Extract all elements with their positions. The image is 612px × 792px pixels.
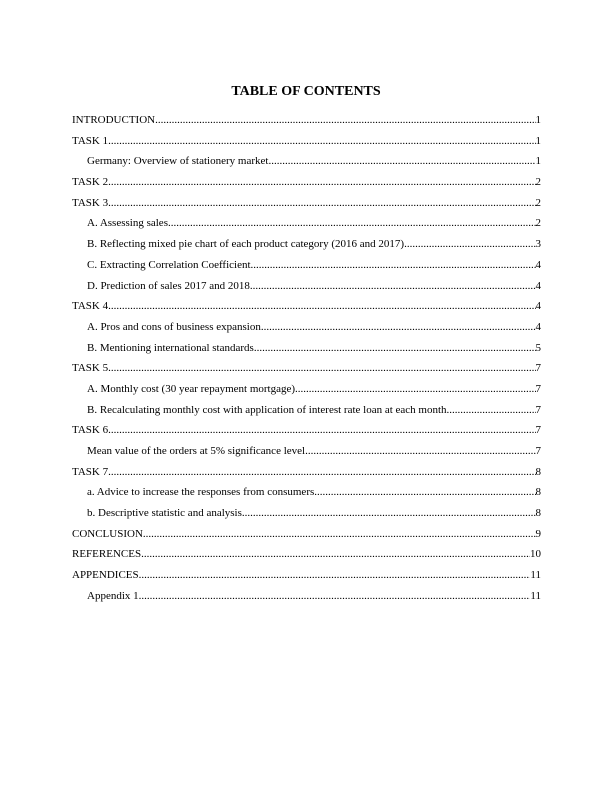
toc-entry-label: Germany: Overview of stationery market bbox=[87, 155, 269, 168]
toc-dot-leader bbox=[295, 382, 535, 396]
toc-entry[interactable] bbox=[72, 113, 541, 134]
toc-entry-page-number: 1 bbox=[535, 155, 541, 168]
toc-entry-page-number: 10 bbox=[530, 548, 541, 561]
toc-entry-label: Mean value of the orders at 5% significance level bbox=[87, 445, 306, 457]
toc-dot-leader bbox=[108, 134, 535, 148]
toc-entry-page-number: 11 bbox=[530, 569, 541, 582]
toc-entry-page-number: 7 bbox=[535, 382, 541, 395]
toc-dot-leader bbox=[143, 527, 536, 541]
toc-dot-leader bbox=[139, 589, 531, 603]
toc-dot-leader bbox=[139, 568, 531, 582]
toc-dot-leader bbox=[261, 320, 536, 334]
toc-dot-leader bbox=[251, 258, 536, 272]
toc-entry-page-number: 2 bbox=[535, 196, 541, 209]
toc-dot-leader bbox=[108, 423, 535, 437]
toc-entry-page-number: 5 bbox=[535, 341, 541, 354]
toc-entry[interactable] bbox=[72, 154, 541, 175]
toc-dot-leader bbox=[314, 485, 535, 499]
toc-entry[interactable] bbox=[72, 175, 541, 196]
toc-title: TABLE OF CONTENTS bbox=[231, 84, 381, 99]
toc-entry[interactable] bbox=[72, 299, 541, 320]
table-of-contents bbox=[72, 113, 541, 610]
toc-entry[interactable] bbox=[72, 279, 541, 300]
toc-dot-leader bbox=[108, 196, 535, 210]
toc-entry-label: B. Mentioning international standards bbox=[87, 341, 254, 354]
toc-dot-leader bbox=[250, 279, 536, 293]
toc-entry[interactable] bbox=[72, 403, 541, 424]
toc-entry[interactable] bbox=[72, 361, 541, 382]
toc-dot-leader bbox=[108, 361, 535, 375]
toc-entry[interactable] bbox=[72, 589, 541, 610]
toc-entry-page-number: 8 bbox=[535, 486, 541, 499]
toc-entry-page-number: 8 bbox=[535, 465, 541, 478]
toc-entry-page-number: 4 bbox=[535, 320, 541, 333]
toc-entry-page-number: 11 bbox=[530, 589, 541, 602]
toc-entry-page-number: 7 bbox=[535, 362, 541, 375]
toc-entry[interactable] bbox=[72, 465, 541, 486]
toc-entry-label: REFERENCES bbox=[72, 548, 142, 561]
toc-entry-page-number: 9 bbox=[535, 527, 541, 540]
toc-entry-page-number: 1 bbox=[535, 134, 541, 147]
toc-dot-leader bbox=[447, 403, 536, 417]
toc-entry-label: APPENDICES bbox=[72, 569, 139, 582]
toc-entry-label: TASK 4 bbox=[72, 300, 109, 313]
toc-dot-leader bbox=[141, 547, 530, 561]
toc-entry-page-number: 4 bbox=[535, 258, 541, 271]
toc-entry-label: Appendix 1 bbox=[87, 589, 139, 602]
toc-entry-label: CONCLUSION bbox=[72, 527, 143, 540]
toc-dot-leader bbox=[108, 175, 535, 189]
toc-entry-page-number: 7 bbox=[535, 424, 541, 437]
toc-entry-label: b. Descriptive statistic and analysis bbox=[87, 507, 242, 520]
toc-entry-page-number: 1 bbox=[535, 114, 541, 126]
toc-entry-page-number: 4 bbox=[535, 300, 541, 313]
toc-entry[interactable] bbox=[72, 216, 541, 237]
toc-dot-leader bbox=[108, 299, 535, 313]
toc-entry-label: a. Advice to increase the responses from consumers bbox=[87, 486, 315, 499]
toc-entry-label: A. Monthly cost (30 year repayment mortgage) bbox=[87, 382, 296, 395]
toc-entry-page-number: 7 bbox=[535, 403, 541, 416]
toc-dot-leader bbox=[404, 237, 535, 251]
toc-dot-leader bbox=[305, 444, 535, 458]
toc-entry[interactable] bbox=[72, 444, 541, 465]
toc-entry-label: B. Reflecting mixed pie chart of each product category (2016 and 2017) bbox=[87, 238, 405, 251]
toc-entry-label: INTRODUCTION bbox=[72, 114, 156, 126]
toc-entry-label: B. Recalculating monthly cost with application of interest rate loan at each month bbox=[87, 403, 447, 416]
toc-entry[interactable] bbox=[72, 258, 541, 279]
toc-entry-page-number: 4 bbox=[535, 279, 541, 292]
toc-entry[interactable] bbox=[72, 527, 541, 548]
toc-entry-page-number: 7 bbox=[535, 445, 541, 457]
toc-dot-leader bbox=[108, 465, 535, 479]
toc-entry-page-number: 3 bbox=[535, 238, 541, 251]
toc-entry[interactable] bbox=[72, 506, 541, 527]
toc-entry[interactable] bbox=[72, 382, 541, 403]
toc-entry[interactable] bbox=[72, 320, 541, 341]
toc-entry-label: TASK 1 bbox=[72, 134, 109, 147]
toc-entry[interactable] bbox=[72, 134, 541, 155]
toc-entry-page-number: 2 bbox=[535, 176, 541, 189]
toc-entry[interactable] bbox=[72, 568, 541, 589]
toc-entry[interactable] bbox=[72, 196, 541, 217]
toc-entry[interactable] bbox=[72, 423, 541, 444]
toc-entry-page-number: 8 bbox=[535, 507, 541, 520]
toc-entry-label: TASK 2 bbox=[72, 176, 109, 189]
toc-entry[interactable] bbox=[72, 485, 541, 506]
toc-dot-leader bbox=[168, 216, 536, 230]
toc-entry-label: TASK 3 bbox=[72, 196, 109, 209]
toc-entry[interactable] bbox=[72, 341, 541, 362]
toc-dot-leader bbox=[268, 154, 535, 168]
toc-entry-label: TASK 5 bbox=[72, 362, 109, 375]
toc-entry-label: TASK 7 bbox=[72, 465, 109, 478]
toc-dot-leader bbox=[242, 506, 536, 520]
toc-entry-label: D. Prediction of sales 2017 and 2018 bbox=[87, 279, 250, 292]
toc-entry-label: A. Assessing sales bbox=[87, 217, 168, 230]
toc-dot-leader bbox=[155, 113, 535, 127]
toc-dot-leader bbox=[254, 341, 536, 355]
toc-entry[interactable] bbox=[72, 237, 541, 258]
toc-entry-label: TASK 6 bbox=[72, 424, 109, 437]
toc-entry-label: C. Extracting Correlation Coefficient bbox=[87, 258, 251, 271]
toc-entry-page-number: 2 bbox=[535, 217, 541, 230]
toc-entry[interactable] bbox=[72, 547, 541, 568]
toc-entry-label: A. Pros and cons of business expansion bbox=[87, 320, 261, 333]
